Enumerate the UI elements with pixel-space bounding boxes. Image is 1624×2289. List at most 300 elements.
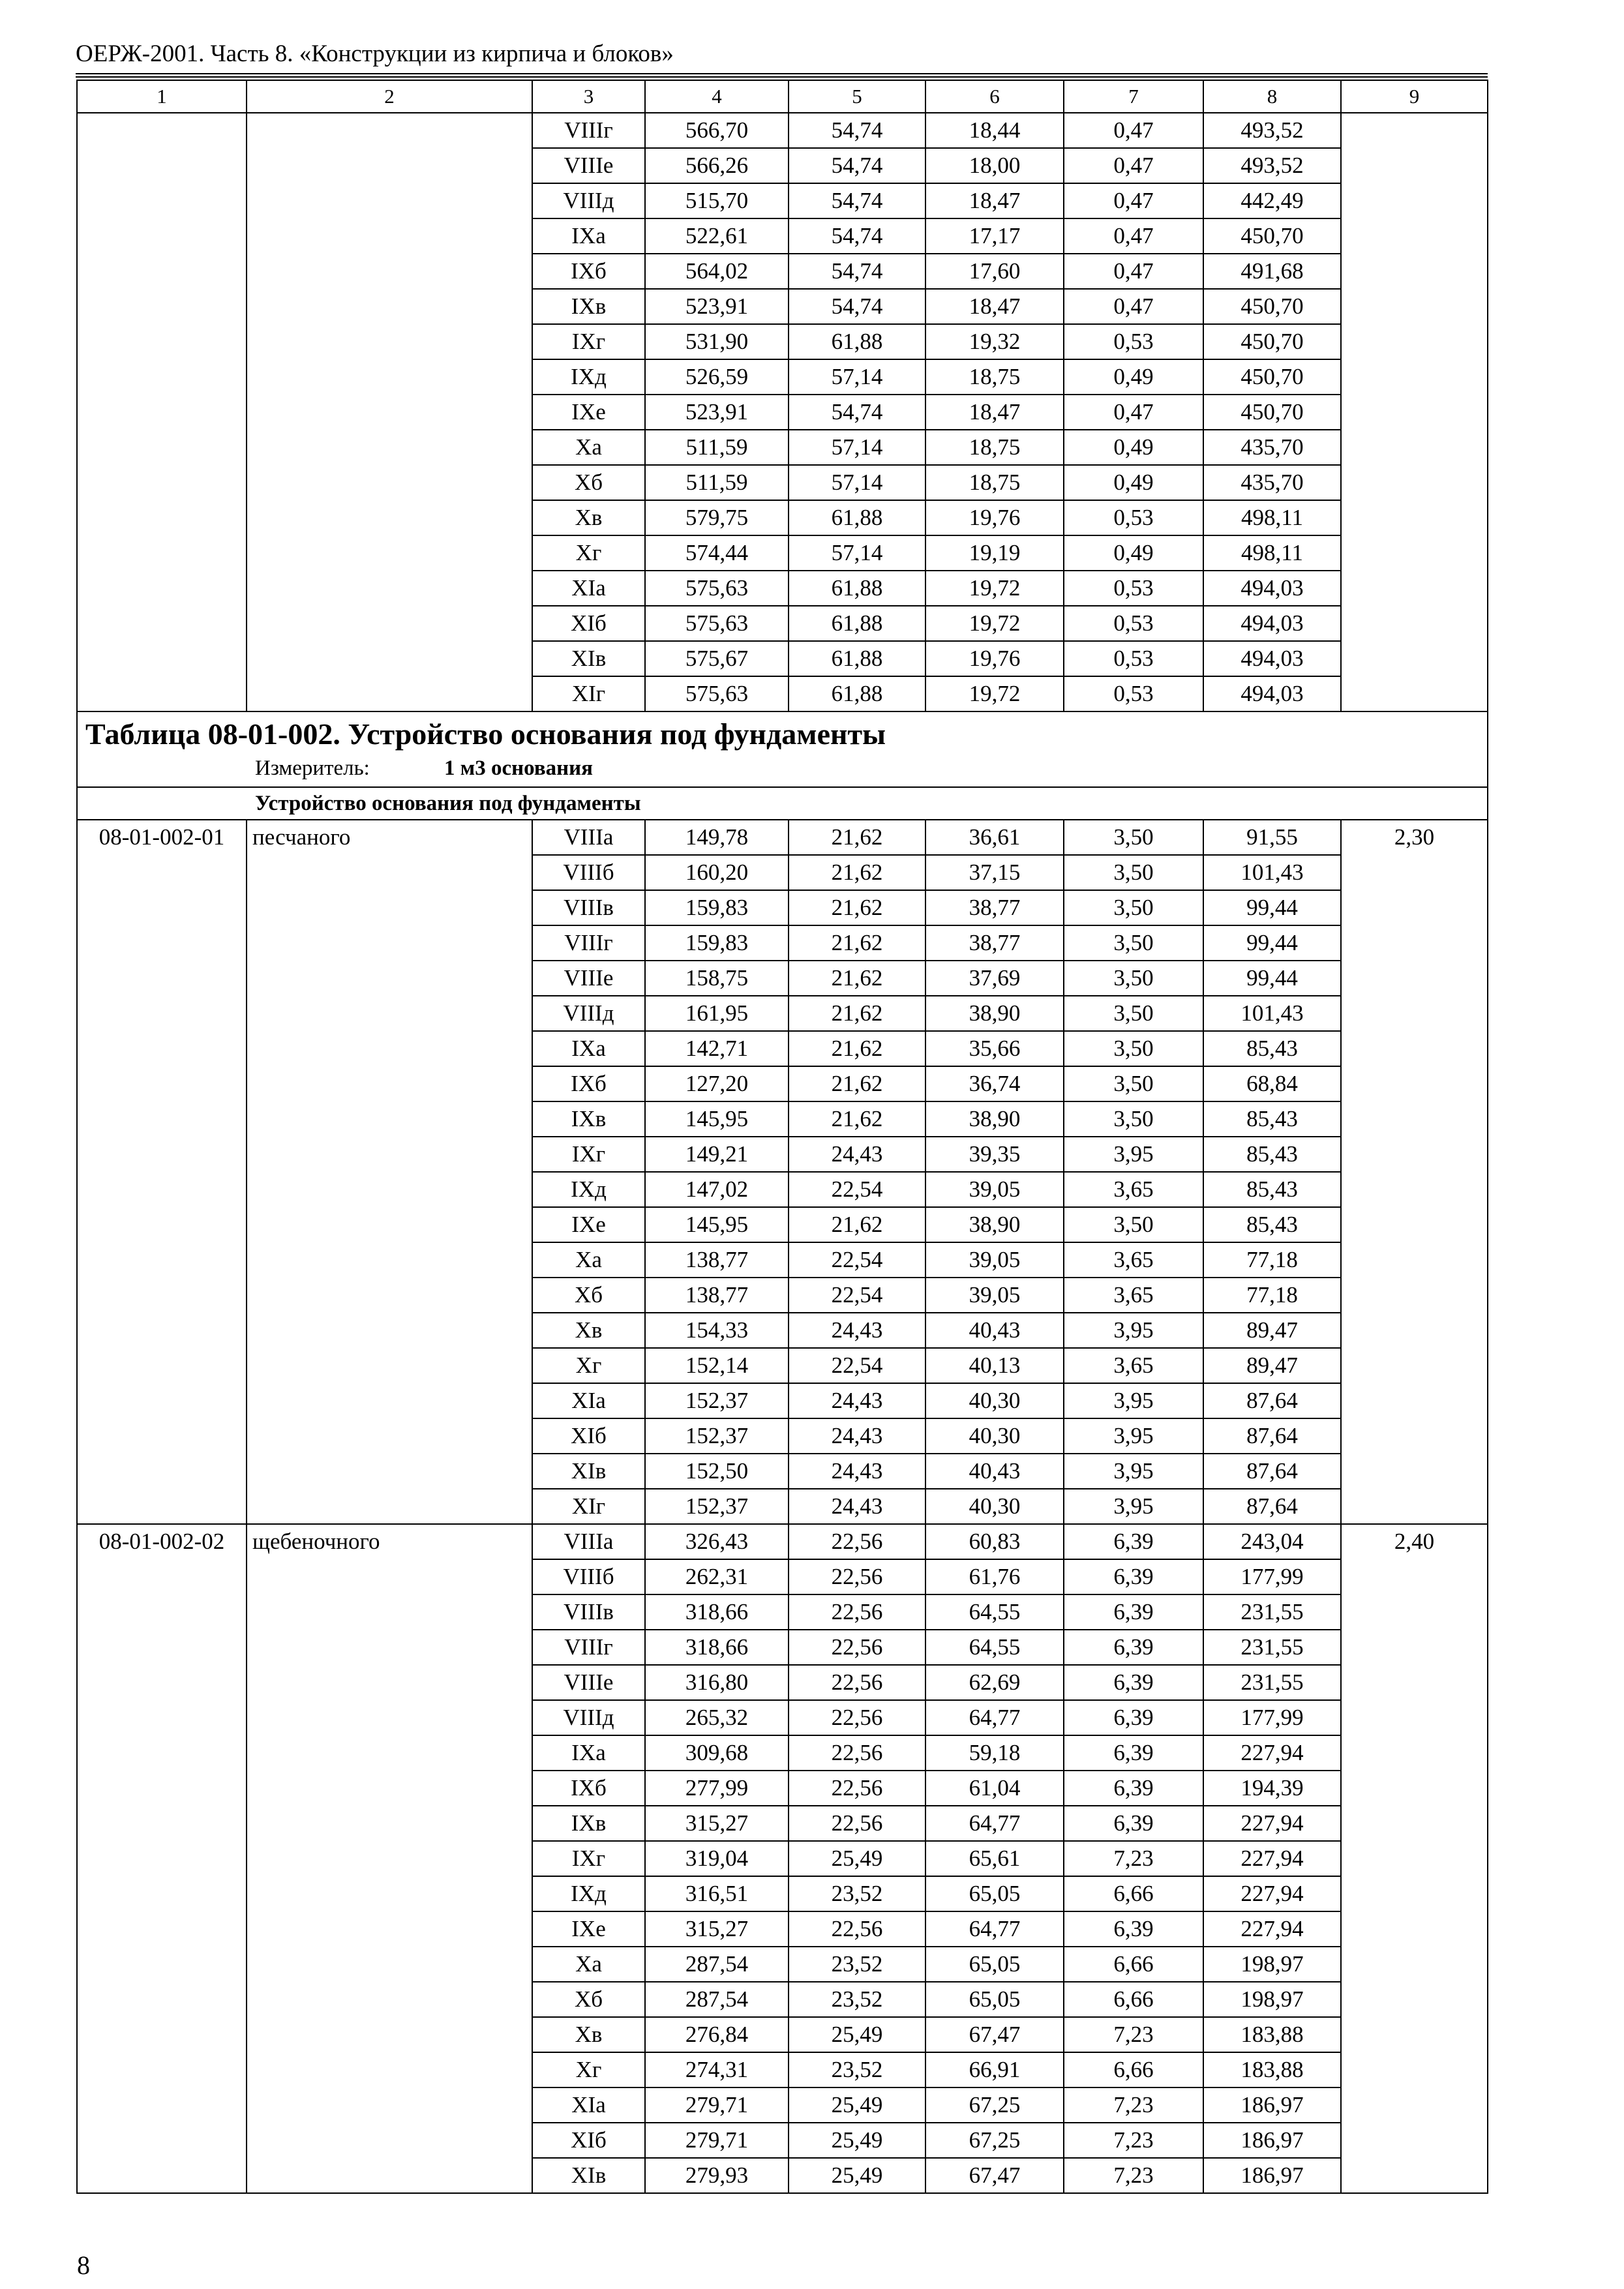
value-cell: 54,74	[789, 289, 925, 324]
zone-cell: IXг	[532, 1137, 645, 1172]
value-cell: 101,43	[1203, 855, 1341, 890]
zone-cell: IXг	[532, 1841, 645, 1876]
value-cell: 152,50	[645, 1454, 789, 1489]
value-cell: 177,99	[1203, 1559, 1341, 1594]
zone-cell: IXд	[532, 359, 645, 395]
value-cell: 3,50	[1064, 855, 1203, 890]
table-row	[77, 113, 1488, 148]
value-cell: 161,95	[645, 996, 789, 1031]
value-cell: 22,56	[789, 1524, 925, 1559]
value-cell: 183,88	[1203, 2052, 1341, 2087]
value-cell: 65,05	[925, 1947, 1064, 1982]
value-cell: 18,47	[925, 183, 1064, 218]
zone-cell: VIIIг	[532, 1630, 645, 1665]
meter-line	[78, 754, 1487, 783]
value-cell: 3,95	[1064, 1454, 1203, 1489]
value-cell: 22,56	[789, 1806, 925, 1841]
value-cell: 319,04	[645, 1841, 789, 1876]
value-cell: 0,47	[1064, 395, 1203, 430]
value-cell: 24,43	[789, 1489, 925, 1524]
value-cell: 0,53	[1064, 500, 1203, 535]
value-cell: 186,97	[1203, 2123, 1341, 2158]
value-cell: 315,27	[645, 1806, 789, 1841]
value-cell: 22,56	[789, 1911, 925, 1947]
value-cell: 147,02	[645, 1172, 789, 1207]
value-cell: 6,39	[1064, 1630, 1203, 1665]
value-cell: 25,49	[789, 2087, 925, 2123]
value-cell: 127,20	[645, 1066, 789, 1101]
value-cell: 318,66	[645, 1630, 789, 1665]
value-cell: 3,50	[1064, 1101, 1203, 1137]
value-cell: 159,83	[645, 925, 789, 961]
code-cell: 08-01-002-01	[77, 820, 247, 1524]
value-cell: 493,52	[1203, 148, 1341, 183]
value-cell: 160,20	[645, 855, 789, 890]
value-cell: 152,37	[645, 1489, 789, 1524]
value-cell: 18,75	[925, 359, 1064, 395]
value-cell: 21,62	[789, 925, 925, 961]
table-title: Таблица 08-01-002. Устройство основания под фундаменты	[85, 717, 886, 751]
value-cell: 23,52	[789, 1876, 925, 1911]
value-cell: 498,11	[1203, 500, 1341, 535]
value-cell: 17,17	[925, 218, 1064, 254]
name-cell	[247, 113, 532, 711]
code-cell	[77, 113, 247, 711]
value-cell: 0,53	[1064, 676, 1203, 711]
value-cell: 3,50	[1064, 1066, 1203, 1101]
value-cell: 3,50	[1064, 890, 1203, 925]
value-cell: 64,77	[925, 1806, 1064, 1841]
value-cell: 21,62	[789, 1101, 925, 1137]
value-cell: 6,66	[1064, 1876, 1203, 1911]
value-cell: 145,95	[645, 1101, 789, 1137]
value-cell: 0,47	[1064, 183, 1203, 218]
zone-cell: IXв	[532, 1806, 645, 1841]
value-cell: 62,69	[925, 1665, 1064, 1700]
value-cell: 24,43	[789, 1383, 925, 1418]
value-cell: 442,49	[1203, 183, 1341, 218]
value-cell: 243,04	[1203, 1524, 1341, 1559]
zone-cell: XIв	[532, 641, 645, 676]
value-cell: 3,50	[1064, 996, 1203, 1031]
value-cell: 67,47	[925, 2017, 1064, 2052]
value-cell: 522,61	[645, 218, 789, 254]
zone-cell: VIIIг	[532, 113, 645, 148]
value-cell: 65,61	[925, 1841, 1064, 1876]
value-cell: 265,32	[645, 1700, 789, 1735]
value-cell: 19,32	[925, 324, 1064, 359]
value-cell: 318,66	[645, 1594, 789, 1630]
value-cell: 22,56	[789, 1735, 925, 1771]
value-cell: 18,75	[925, 430, 1064, 465]
value-cell: 54,74	[789, 183, 925, 218]
value-cell: 515,70	[645, 183, 789, 218]
value-cell: 575,63	[645, 571, 789, 606]
value-cell: 450,70	[1203, 395, 1341, 430]
value-cell: 279,93	[645, 2158, 789, 2193]
value-cell: 3,95	[1064, 1418, 1203, 1454]
value-cell: 18,47	[925, 289, 1064, 324]
value-cell: 67,25	[925, 2087, 1064, 2123]
zone-cell: VIIIа	[532, 820, 645, 855]
table-title-row	[77, 711, 1488, 787]
value-cell: 575,63	[645, 606, 789, 641]
value-cell: 7,23	[1064, 2158, 1203, 2193]
value-cell: 19,72	[925, 571, 1064, 606]
meter-label: Измеритель:	[255, 756, 370, 780]
zone-cell: XIг	[532, 676, 645, 711]
value-cell: 99,44	[1203, 925, 1341, 961]
rates-table	[76, 80, 1488, 2194]
table-title-cell	[77, 711, 1488, 787]
zone-cell: Xб	[532, 465, 645, 500]
zone-cell: IXа	[532, 218, 645, 254]
value-cell: 61,88	[789, 676, 925, 711]
value-cell: 22,56	[789, 1559, 925, 1594]
zone-cell: IXа	[532, 1735, 645, 1771]
zone-cell: VIIIа	[532, 1524, 645, 1559]
value-cell: 22,54	[789, 1278, 925, 1313]
value-cell: 38,77	[925, 925, 1064, 961]
column-number-cell: 6	[925, 80, 1064, 113]
value-cell: 61,88	[789, 324, 925, 359]
value-cell: 61,88	[789, 641, 925, 676]
value-cell: 21,62	[789, 996, 925, 1031]
value-cell: 38,90	[925, 1101, 1064, 1137]
value-cell: 6,39	[1064, 1771, 1203, 1806]
value-cell: 91,55	[1203, 820, 1341, 855]
value-cell: 61,04	[925, 1771, 1064, 1806]
zone-cell: VIIIб	[532, 1559, 645, 1594]
zone-cell: Xа	[532, 1947, 645, 1982]
value-cell: 231,55	[1203, 1630, 1341, 1665]
value-cell: 85,43	[1203, 1207, 1341, 1242]
value-cell: 450,70	[1203, 359, 1341, 395]
value-cell: 37,15	[925, 855, 1064, 890]
value-cell: 59,18	[925, 1735, 1064, 1771]
value-cell: 575,63	[645, 676, 789, 711]
value-cell: 87,64	[1203, 1383, 1341, 1418]
value-cell: 22,56	[789, 1665, 925, 1700]
value-cell: 194,39	[1203, 1771, 1341, 1806]
value-cell: 274,31	[645, 2052, 789, 2087]
value-cell: 227,94	[1203, 1876, 1341, 1911]
value-cell: 279,71	[645, 2087, 789, 2123]
value-cell: 276,84	[645, 2017, 789, 2052]
value-cell: 19,76	[925, 641, 1064, 676]
value-cell: 19,72	[925, 676, 1064, 711]
value-cell: 231,55	[1203, 1594, 1341, 1630]
value-cell: 57,14	[789, 359, 925, 395]
value-cell: 85,43	[1203, 1101, 1341, 1137]
zone-cell: Xб	[532, 1982, 645, 2017]
value-cell: 498,11	[1203, 535, 1341, 571]
value-cell: 39,05	[925, 1172, 1064, 1207]
value-cell: 145,95	[645, 1207, 789, 1242]
value-cell: 25,49	[789, 2017, 925, 2052]
zone-cell: XIб	[532, 2123, 645, 2158]
value-cell: 450,70	[1203, 324, 1341, 359]
value-cell: 18,44	[925, 113, 1064, 148]
value-cell: 57,14	[789, 535, 925, 571]
value-cell: 36,61	[925, 820, 1064, 855]
value-cell: 511,59	[645, 430, 789, 465]
value-cell: 21,62	[789, 1207, 925, 1242]
value-cell: 494,03	[1203, 676, 1341, 711]
value-cell: 435,70	[1203, 465, 1341, 500]
column-number-cell: 1	[77, 80, 247, 113]
value-cell: 39,05	[925, 1278, 1064, 1313]
value-cell: 177,99	[1203, 1700, 1341, 1735]
value-cell: 21,62	[789, 820, 925, 855]
value-cell: 24,43	[789, 1418, 925, 1454]
value-cell: 7,23	[1064, 1841, 1203, 1876]
value-cell: 579,75	[645, 500, 789, 535]
value-cell: 89,47	[1203, 1313, 1341, 1348]
value-cell: 3,50	[1064, 961, 1203, 996]
value-cell: 65,05	[925, 1876, 1064, 1911]
value-cell: 326,43	[645, 1524, 789, 1559]
value-cell: 0,47	[1064, 254, 1203, 289]
value-cell: 67,25	[925, 2123, 1064, 2158]
value-cell: 231,55	[1203, 1665, 1341, 1700]
value-cell: 435,70	[1203, 430, 1341, 465]
column-number-cell: 2	[247, 80, 532, 113]
zone-cell: Xг	[532, 1348, 645, 1383]
section-heading-row	[77, 787, 1488, 820]
value-cell: 0,49	[1064, 430, 1203, 465]
code-cell: 08-01-002-02	[77, 1524, 247, 2193]
value-cell: 262,31	[645, 1559, 789, 1594]
col9-cell: 2,30	[1341, 820, 1488, 1524]
column-number-cell: 8	[1203, 80, 1341, 113]
value-cell: 77,18	[1203, 1278, 1341, 1313]
value-cell: 494,03	[1203, 606, 1341, 641]
value-cell: 309,68	[645, 1735, 789, 1771]
value-cell: 64,77	[925, 1911, 1064, 1947]
value-cell: 227,94	[1203, 1806, 1341, 1841]
value-cell: 21,62	[789, 1066, 925, 1101]
zone-cell: XIг	[532, 1489, 645, 1524]
value-cell: 154,33	[645, 1313, 789, 1348]
value-cell: 24,43	[789, 1137, 925, 1172]
value-cell: 99,44	[1203, 890, 1341, 925]
zone-cell: Xг	[532, 2052, 645, 2087]
value-cell: 0,49	[1064, 535, 1203, 571]
zone-cell: Xб	[532, 1278, 645, 1313]
value-cell: 40,30	[925, 1383, 1064, 1418]
value-cell: 64,55	[925, 1594, 1064, 1630]
value-cell: 60,83	[925, 1524, 1064, 1559]
value-cell: 450,70	[1203, 289, 1341, 324]
value-cell: 39,35	[925, 1137, 1064, 1172]
value-cell: 138,77	[645, 1242, 789, 1278]
column-number-cell: 3	[532, 80, 645, 113]
value-cell: 3,65	[1064, 1242, 1203, 1278]
value-cell: 138,77	[645, 1278, 789, 1313]
zone-cell: Xа	[532, 1242, 645, 1278]
value-cell: 7,23	[1064, 2017, 1203, 2052]
value-cell: 0,47	[1064, 113, 1203, 148]
zone-cell: IXб	[532, 1066, 645, 1101]
value-cell: 6,39	[1064, 1735, 1203, 1771]
header-rule-top	[76, 73, 1488, 74]
value-cell: 198,97	[1203, 1947, 1341, 1982]
value-cell: 152,37	[645, 1383, 789, 1418]
value-cell: 22,56	[789, 1594, 925, 1630]
value-cell: 3,50	[1064, 1207, 1203, 1242]
value-cell: 566,26	[645, 148, 789, 183]
value-cell: 0,49	[1064, 359, 1203, 395]
value-cell: 19,72	[925, 606, 1064, 641]
zone-cell: Xг	[532, 535, 645, 571]
value-cell: 158,75	[645, 961, 789, 996]
zone-cell: Xа	[532, 430, 645, 465]
zone-cell: IXг	[532, 324, 645, 359]
zone-cell: XIа	[532, 1383, 645, 1418]
zone-cell: XIа	[532, 571, 645, 606]
value-cell: 54,74	[789, 254, 925, 289]
value-cell: 21,62	[789, 1031, 925, 1066]
value-cell: 23,52	[789, 2052, 925, 2087]
value-cell: 23,52	[789, 1982, 925, 2017]
value-cell: 36,74	[925, 1066, 1064, 1101]
value-cell: 3,65	[1064, 1172, 1203, 1207]
page-header-title: ОЕРЖ-2001. Часть 8. «Конструкции из кирпича и блоков»	[76, 40, 674, 67]
value-cell: 0,53	[1064, 606, 1203, 641]
value-cell: 149,21	[645, 1137, 789, 1172]
zone-cell: VIIIб	[532, 855, 645, 890]
value-cell: 159,83	[645, 890, 789, 925]
value-cell: 316,80	[645, 1665, 789, 1700]
zone-cell: VIIIв	[532, 1594, 645, 1630]
zone-cell: VIIIд	[532, 183, 645, 218]
value-cell: 39,05	[925, 1242, 1064, 1278]
value-cell: 89,47	[1203, 1348, 1341, 1383]
zone-cell: XIв	[532, 1454, 645, 1489]
value-cell: 22,54	[789, 1242, 925, 1278]
value-cell: 6,39	[1064, 1524, 1203, 1559]
value-cell: 0,47	[1064, 148, 1203, 183]
zone-cell: XIб	[532, 1418, 645, 1454]
value-cell: 287,54	[645, 1982, 789, 2017]
value-cell: 277,99	[645, 1771, 789, 1806]
value-cell: 3,95	[1064, 1383, 1203, 1418]
value-cell: 523,91	[645, 289, 789, 324]
value-cell: 566,70	[645, 113, 789, 148]
zone-cell: XIа	[532, 2087, 645, 2123]
zone-cell: VIIIе	[532, 148, 645, 183]
value-cell: 64,77	[925, 1700, 1064, 1735]
zone-cell: VIIIе	[532, 1665, 645, 1700]
zone-cell: VIIIе	[532, 961, 645, 996]
value-cell: 152,37	[645, 1418, 789, 1454]
value-cell: 22,56	[789, 1700, 925, 1735]
value-cell: 3,65	[1064, 1278, 1203, 1313]
value-cell: 494,03	[1203, 641, 1341, 676]
header-rule-bottom	[76, 76, 1488, 78]
value-cell: 40,43	[925, 1454, 1064, 1489]
value-cell: 54,74	[789, 395, 925, 430]
value-cell: 227,94	[1203, 1911, 1341, 1947]
zone-cell: XIв	[532, 2158, 645, 2193]
value-cell: 6,39	[1064, 1665, 1203, 1700]
value-cell: 3,65	[1064, 1348, 1203, 1383]
value-cell: 40,30	[925, 1418, 1064, 1454]
zone-cell: Xв	[532, 2017, 645, 2052]
value-cell: 575,67	[645, 641, 789, 676]
value-cell: 511,59	[645, 465, 789, 500]
value-cell: 152,14	[645, 1348, 789, 1383]
value-cell: 87,64	[1203, 1454, 1341, 1489]
value-cell: 6,39	[1064, 1911, 1203, 1947]
value-cell: 6,66	[1064, 1982, 1203, 2017]
value-cell: 99,44	[1203, 961, 1341, 996]
value-cell: 22,54	[789, 1172, 925, 1207]
value-cell: 40,30	[925, 1489, 1064, 1524]
value-cell: 18,00	[925, 148, 1064, 183]
zone-cell: VIIIг	[532, 925, 645, 961]
value-cell: 564,02	[645, 254, 789, 289]
value-cell: 38,90	[925, 996, 1064, 1031]
section-heading-cell: Устройство основания под фундаменты	[77, 787, 1488, 820]
value-cell: 315,27	[645, 1911, 789, 1947]
zone-cell: IXб	[532, 1771, 645, 1806]
table-row	[77, 1524, 1488, 1559]
value-cell: 38,90	[925, 1207, 1064, 1242]
value-cell: 6,66	[1064, 1947, 1203, 1982]
value-cell: 0,47	[1064, 218, 1203, 254]
meter-value: 1 м3 основания	[444, 756, 594, 780]
value-cell: 227,94	[1203, 1841, 1341, 1876]
value-cell: 574,44	[645, 535, 789, 571]
zone-cell: IXе	[532, 1207, 645, 1242]
value-cell: 66,91	[925, 2052, 1064, 2087]
value-cell: 25,49	[789, 1841, 925, 1876]
value-cell: 65,05	[925, 1982, 1064, 2017]
zone-cell: IXв	[532, 289, 645, 324]
value-cell: 7,23	[1064, 2123, 1203, 2158]
value-cell: 19,76	[925, 500, 1064, 535]
col9-cell	[1341, 113, 1488, 711]
value-cell: 67,47	[925, 2158, 1064, 2193]
value-cell: 23,52	[789, 1947, 925, 1982]
value-cell: 183,88	[1203, 2017, 1341, 2052]
value-cell: 186,97	[1203, 2158, 1341, 2193]
value-cell: 0,53	[1064, 641, 1203, 676]
value-cell: 3,95	[1064, 1137, 1203, 1172]
value-cell: 54,74	[789, 218, 925, 254]
zone-cell: IXд	[532, 1172, 645, 1207]
zone-cell: VIIIв	[532, 890, 645, 925]
value-cell: 531,90	[645, 324, 789, 359]
value-cell: 64,55	[925, 1630, 1064, 1665]
value-cell: 35,66	[925, 1031, 1064, 1066]
value-cell: 87,64	[1203, 1489, 1341, 1524]
value-cell: 142,71	[645, 1031, 789, 1066]
value-cell: 21,62	[789, 855, 925, 890]
page-number: 8	[77, 2251, 90, 2280]
value-cell: 54,74	[789, 113, 925, 148]
value-cell: 85,43	[1203, 1031, 1341, 1066]
value-cell: 0,53	[1064, 324, 1203, 359]
column-number-cell: 9	[1341, 80, 1488, 113]
value-cell: 85,43	[1203, 1137, 1341, 1172]
column-number-cell: 4	[645, 80, 789, 113]
value-cell: 6,66	[1064, 2052, 1203, 2087]
value-cell: 227,94	[1203, 1735, 1341, 1771]
value-cell: 149,78	[645, 820, 789, 855]
